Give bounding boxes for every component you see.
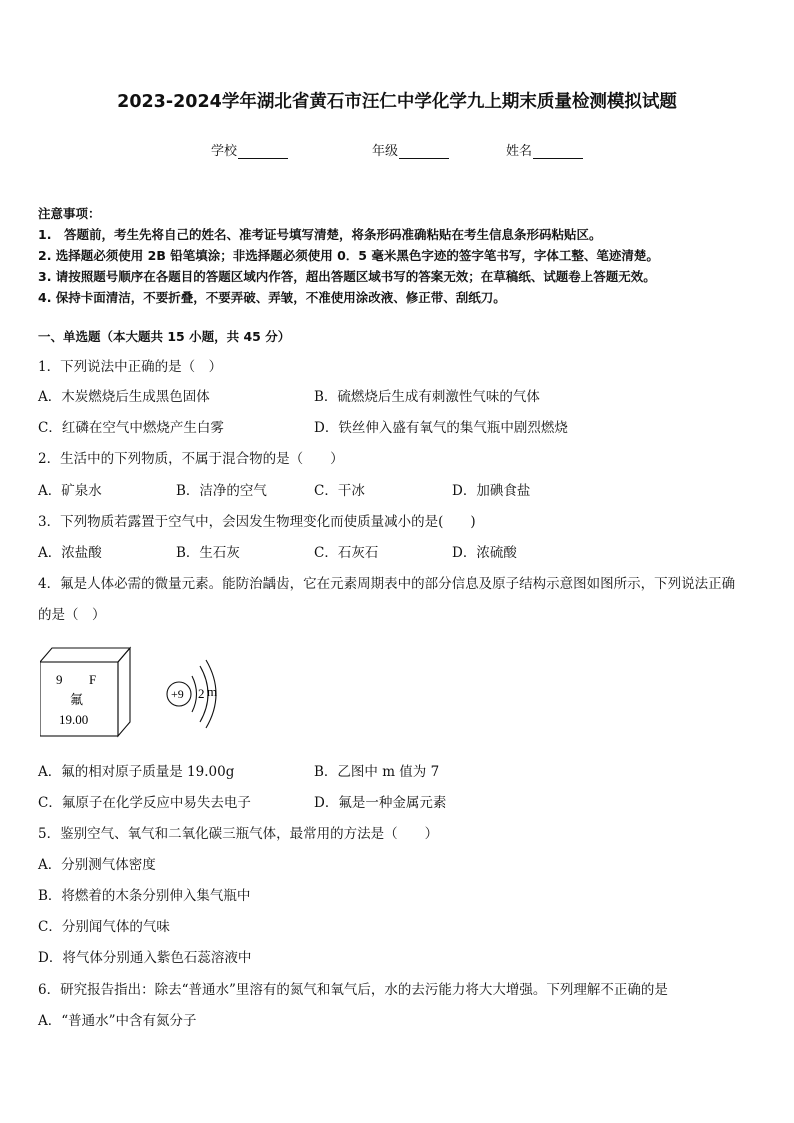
school-field [211, 140, 288, 159]
q4-option-c: C．氟原子在化学反应中易失去电子 [38, 795, 251, 811]
grade-field [372, 140, 449, 159]
q5-option-c: C．分别闻气体的气味 [38, 919, 170, 935]
section-heading: 一、单选题（本大题共 15 小题，共 45 分） [38, 329, 291, 344]
student-info-row [0, 140, 794, 160]
q2-option-b: B．洁净的空气 [176, 483, 267, 499]
q5-option-a: A．分别测气体密度 [38, 857, 156, 873]
q1-option-d: D．铁丝伸入盛有氧气的集气瓶中剧烈燃烧 [314, 420, 568, 436]
q2-option-c: C．干冰 [314, 483, 365, 499]
grade-blank [399, 144, 449, 159]
q4-figure [40, 640, 240, 740]
q3-option-b: B．生石灰 [176, 545, 240, 561]
note-item: 1. 答题前，考生先将自己的姓名、准考证号填写清楚，将条形码准确粘贴在考生信息条形码粘贴区。 [38, 227, 602, 242]
school-label: 学校 [211, 144, 238, 159]
q3-option-c: C．石灰石 [314, 545, 379, 561]
q1-option-c: C．红磷在空气中燃烧产生白雾 [38, 420, 224, 436]
exam-title: 2023-2024学年湖北省黄石市汪仁中学化学九上期末质量检测模拟试题 [117, 92, 677, 112]
electron-shell-1 [192, 676, 197, 712]
name-blank [533, 144, 583, 159]
shell1-electrons: 2 [198, 686, 205, 701]
q4-stem-line1: 4．氟是人体必需的微量元素。能防治龋齿，它在元素周期表中的部分信息及原子结构示意图如图所示，下列说法正确 [38, 576, 736, 592]
element-cube-top [40, 648, 130, 662]
element-name: 氟 [70, 693, 84, 708]
note-item: 3. 请按照题号顺序在各题目的答题区域内作答，超出答题区域书写的答案无效；在草稿纸、试题卷上答题无效。 [38, 269, 656, 284]
q4-option-d: D．氟是一种金属元素 [314, 795, 447, 811]
note-item: 2. 选择题必须使用 2B 铅笔填涂；非选择题必须使用 0．5 毫米黑色字迹的签字笔书写，字体工整、笔迹清楚。 [38, 248, 659, 263]
q6-option-a: A．“普通水”中含有氮分子 [38, 1013, 197, 1029]
q2-option-d: D．加碘食盐 [452, 483, 531, 499]
notes-block [38, 203, 659, 308]
q1-stem: 1．下列说法中正确的是（ ） [38, 359, 223, 375]
name-label: 姓名 [506, 144, 533, 159]
element-diagram [40, 640, 240, 740]
q3-option-d: D．浓硫酸 [452, 545, 517, 561]
q4-stem-line2: 的是（ ） [38, 607, 106, 623]
element-symbol: F [89, 672, 97, 687]
q3-option-a: A．浓盐酸 [38, 545, 102, 561]
notes-heading: 注意事项： [38, 206, 101, 221]
school-blank [238, 144, 288, 159]
shell2-electrons: m [207, 684, 218, 699]
nucleus-charge: +9 [171, 687, 184, 701]
atomic-mass: 19.00 [59, 712, 89, 727]
q4-option-b: B．乙图中 m 值为 7 [314, 764, 440, 780]
atomic-number: 9 [56, 672, 63, 687]
q3-stem: 3．下列物质若露置于空气中，会因发生物理变化而使质量减小的是( ) [38, 514, 476, 530]
q5-option-d: D．将气体分别通入紫色石蕊溶液中 [38, 950, 252, 966]
grade-label: 年级 [372, 144, 399, 159]
q1-option-a: A．木炭燃烧后生成黑色固体 [38, 389, 210, 405]
q2-stem: 2．生活中的下列物质，不属于混合物的是（ ） [38, 451, 344, 467]
q6-stem: 6．研究报告指出：除去“普通水”里溶有的氮气和氧气后，水的去污能力将大大增强。下列理解不正确的是 [38, 982, 668, 998]
q5-stem: 5．鉴别空气、氧气和二氧化碳三瓶气体，最常用的方法是（ ） [38, 826, 439, 842]
q1-option-b: B．硫燃烧后生成有刺激性气味的气体 [314, 389, 540, 405]
element-cube-side [118, 648, 130, 736]
name-field [506, 140, 583, 159]
q5-option-b: B．将燃着的木条分别伸入集气瓶中 [38, 888, 251, 904]
q2-option-a: A．矿泉水 [38, 483, 102, 499]
note-item: 4. 保持卡面清洁，不要折叠，不要弄破、弄皱，不准使用涂改液、修正带、刮纸刀。 [38, 290, 506, 305]
q4-option-a: A．氟的相对原子质量是 19.00g [38, 764, 235, 780]
